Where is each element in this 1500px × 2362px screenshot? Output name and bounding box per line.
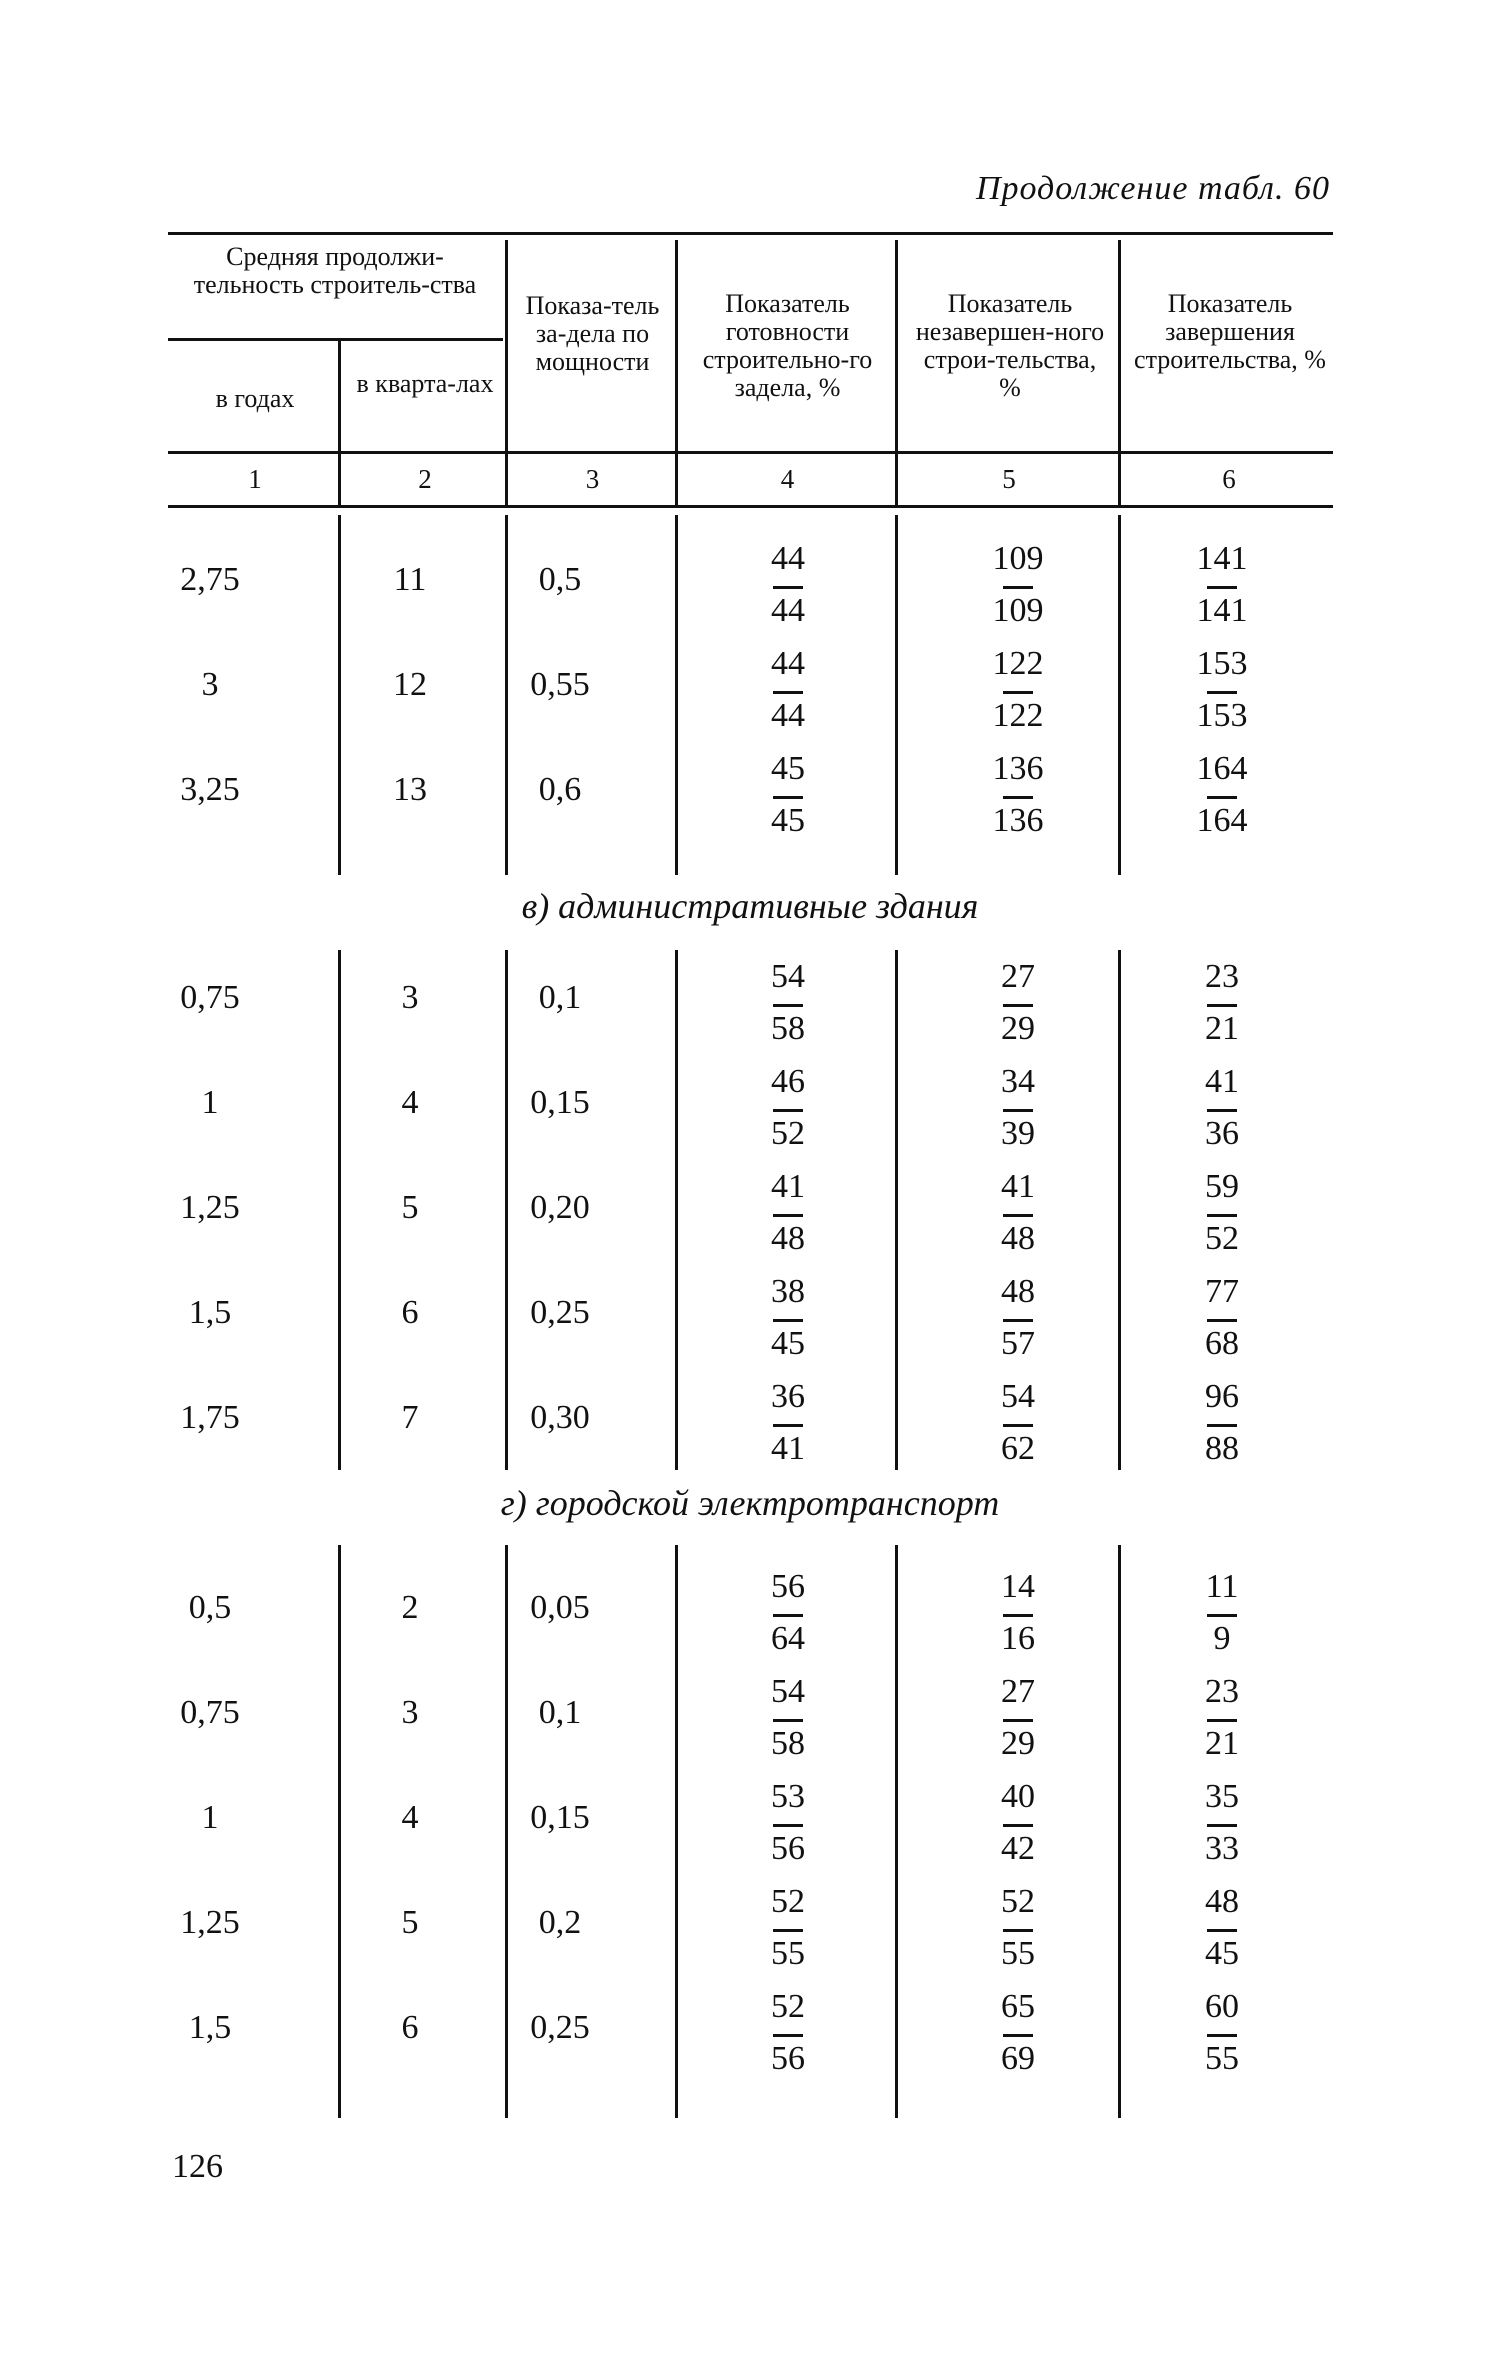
column-divider xyxy=(1118,515,1121,875)
denominator: 55 xyxy=(771,1935,805,1972)
numerator: 54 xyxy=(771,958,805,995)
header-divider xyxy=(338,340,341,505)
fraction-bar xyxy=(1003,2034,1033,2037)
numerator: 38 xyxy=(771,1273,805,1310)
header-group-rule xyxy=(168,338,503,341)
fraction-bar xyxy=(1207,1719,1237,1722)
denominator: 52 xyxy=(1205,1220,1239,1257)
fraction-bar xyxy=(1207,1824,1237,1827)
cell-years: 0,5 xyxy=(188,1589,232,1626)
fraction-bar xyxy=(1207,1424,1237,1427)
fraction-bar xyxy=(1003,1214,1033,1217)
header-top-rule xyxy=(168,232,1333,235)
section-title: в) административные здания xyxy=(521,886,979,926)
numerator: 11 xyxy=(1205,1568,1239,1605)
fraction-bar xyxy=(1003,691,1033,694)
denominator: 44 xyxy=(771,592,805,629)
denominator: 45 xyxy=(771,802,805,839)
numerator: 14 xyxy=(1001,1568,1035,1605)
fraction-bar xyxy=(1207,586,1237,589)
cell-quarters: 3 xyxy=(401,1694,419,1731)
denominator: 44 xyxy=(771,697,805,734)
numerator: 27 xyxy=(1001,958,1035,995)
cell-quarters: 2 xyxy=(401,1589,419,1626)
fraction-bar xyxy=(1003,1319,1033,1322)
column-number: 5 xyxy=(1002,464,1016,494)
numerator: 56 xyxy=(771,1568,805,1605)
cell-years: 0,75 xyxy=(180,979,240,1016)
denominator: 33 xyxy=(1205,1830,1239,1867)
numerator: 96 xyxy=(1205,1378,1239,1415)
denominator: 29 xyxy=(1001,1010,1035,1047)
fraction-bar xyxy=(1003,1004,1033,1007)
numerator: 136 xyxy=(992,750,1044,787)
fraction-bar xyxy=(773,1214,803,1217)
denominator: 88 xyxy=(1205,1430,1239,1467)
fraction-bar xyxy=(1003,1109,1033,1112)
cell-quarters: 11 xyxy=(393,561,427,598)
numerator: 46 xyxy=(771,1063,805,1100)
fraction-bar xyxy=(773,1929,803,1932)
cell-zadel: 0,15 xyxy=(530,1084,590,1121)
fraction-bar xyxy=(1003,1824,1033,1827)
column-divider xyxy=(675,1545,678,2118)
denominator: 64 xyxy=(771,1620,805,1657)
header-readiness: Показатель готовности строительно-го задела, % xyxy=(702,289,873,402)
cell-quarters: 6 xyxy=(401,2009,419,2046)
section-title: г) городской электротранспорт xyxy=(500,1483,1000,1523)
cell-zadel: 0,55 xyxy=(530,666,590,703)
column-divider xyxy=(1118,1545,1121,2118)
numbers-bottom-rule xyxy=(168,505,1333,508)
cell-zadel: 0,5 xyxy=(538,561,582,598)
denominator: 68 xyxy=(1205,1325,1239,1362)
numerator: 34 xyxy=(1001,1063,1035,1100)
column-number: 2 xyxy=(418,464,432,494)
denominator: 56 xyxy=(771,1830,805,1867)
column-number: 1 xyxy=(248,464,262,494)
cell-zadel: 0,25 xyxy=(530,2009,590,2046)
fraction-bar xyxy=(773,1319,803,1322)
denominator: 109 xyxy=(992,592,1044,629)
fraction-bar xyxy=(1003,1614,1033,1617)
fraction-bar xyxy=(773,1109,803,1112)
cell-years: 1,5 xyxy=(188,1294,232,1331)
denominator: 136 xyxy=(992,802,1044,839)
denominator: 52 xyxy=(771,1115,805,1152)
numerator: 48 xyxy=(1001,1273,1035,1310)
fraction-bar xyxy=(1207,1614,1237,1617)
numerator: 23 xyxy=(1205,958,1239,995)
cell-quarters: 3 xyxy=(401,979,419,1016)
header-divider xyxy=(895,240,898,505)
numerator: 44 xyxy=(771,645,805,682)
denominator: 153 xyxy=(1196,697,1248,734)
fraction-bar xyxy=(1003,586,1033,589)
fraction-bar xyxy=(773,1424,803,1427)
numerator: 77 xyxy=(1205,1273,1239,1310)
cell-zadel: 0,2 xyxy=(538,1904,582,1941)
denominator: 45 xyxy=(1205,1935,1239,1972)
fraction-bar xyxy=(773,1824,803,1827)
numerator: 45 xyxy=(771,750,805,787)
fraction-bar xyxy=(1003,1929,1033,1932)
column-divider xyxy=(895,950,898,1470)
cell-years: 0,75 xyxy=(180,1694,240,1731)
numerator: 109 xyxy=(992,540,1044,577)
cell-years: 1,5 xyxy=(188,2009,232,2046)
fraction-bar xyxy=(773,1614,803,1617)
column-divider xyxy=(338,950,341,1470)
denominator: 16 xyxy=(1001,1620,1035,1657)
cell-years: 3,25 xyxy=(180,771,240,808)
denominator: 9 xyxy=(1213,1620,1231,1657)
denominator: 21 xyxy=(1205,1010,1239,1047)
column-divider xyxy=(505,1545,508,2118)
denominator: 69 xyxy=(1001,2040,1035,2077)
cell-quarters: 13 xyxy=(393,771,427,808)
denominator: 122 xyxy=(992,697,1044,734)
fraction-bar xyxy=(1003,796,1033,799)
numerator: 54 xyxy=(771,1673,805,1710)
denominator: 56 xyxy=(771,2040,805,2077)
cell-quarters: 7 xyxy=(401,1399,419,1436)
denominator: 42 xyxy=(1001,1830,1035,1867)
fraction-bar xyxy=(1207,2034,1237,2037)
cell-years: 3 xyxy=(201,666,219,703)
numerator: 41 xyxy=(1205,1063,1239,1100)
denominator: 62 xyxy=(1001,1430,1035,1467)
numerator: 122 xyxy=(992,645,1044,682)
header-quarters: в кварта-лах xyxy=(356,369,494,398)
numerator: 41 xyxy=(771,1168,805,1205)
fraction-bar xyxy=(773,691,803,694)
cell-quarters: 5 xyxy=(401,1904,419,1941)
column-divider xyxy=(505,950,508,1470)
header-years: в годах xyxy=(215,384,295,413)
fraction-bar xyxy=(773,2034,803,2037)
header-unfinished: Показатель незавершен-ного строи-тельства, % xyxy=(915,289,1105,402)
denominator: 45 xyxy=(771,1325,805,1362)
numerator: 53 xyxy=(771,1778,805,1815)
numerator: 48 xyxy=(1205,1883,1239,1920)
numerator: 59 xyxy=(1205,1168,1239,1205)
cell-quarters: 4 xyxy=(401,1084,419,1121)
numerator: 41 xyxy=(1001,1168,1035,1205)
header-divider xyxy=(675,240,678,505)
denominator: 141 xyxy=(1196,592,1248,629)
cell-years: 1,75 xyxy=(180,1399,240,1436)
denominator: 48 xyxy=(771,1220,805,1257)
fraction-bar xyxy=(1207,1109,1237,1112)
column-divider xyxy=(338,1545,341,2118)
numerator: 52 xyxy=(1001,1883,1035,1920)
fraction-bar xyxy=(1003,1719,1033,1722)
fraction-bar xyxy=(1003,1424,1033,1427)
cell-years: 1,25 xyxy=(180,1189,240,1226)
fraction-bar xyxy=(773,1719,803,1722)
cell-zadel: 0,1 xyxy=(538,979,582,1016)
denominator: 48 xyxy=(1001,1220,1035,1257)
column-number: 6 xyxy=(1222,464,1236,494)
cell-zadel: 0,1 xyxy=(538,1694,582,1731)
header-zadel: Показа-тель за-дела по мощности xyxy=(525,291,660,376)
fraction-bar xyxy=(1207,1319,1237,1322)
fraction-bar xyxy=(773,586,803,589)
cell-years: 1 xyxy=(201,1799,219,1836)
cell-years: 1,25 xyxy=(180,1904,240,1941)
cell-quarters: 5 xyxy=(401,1189,419,1226)
numerator: 35 xyxy=(1205,1778,1239,1815)
column-divider xyxy=(675,515,678,875)
cell-quarters: 6 xyxy=(401,1294,419,1331)
fraction-bar xyxy=(773,1004,803,1007)
column-divider xyxy=(675,950,678,1470)
numerator: 164 xyxy=(1196,750,1248,787)
numerator: 36 xyxy=(771,1378,805,1415)
denominator: 21 xyxy=(1205,1725,1239,1762)
cell-zadel: 0,05 xyxy=(530,1589,590,1626)
fraction-bar xyxy=(1207,796,1237,799)
numerator: 27 xyxy=(1001,1673,1035,1710)
header-divider xyxy=(505,240,508,505)
fraction-bar xyxy=(1207,1004,1237,1007)
numerator: 40 xyxy=(1001,1778,1035,1815)
table-caption: Продолжение табл. 60 xyxy=(975,170,1330,207)
cell-zadel: 0,30 xyxy=(530,1399,590,1436)
column-divider xyxy=(1118,950,1121,1470)
numerator: 52 xyxy=(771,1883,805,1920)
fraction-bar xyxy=(1207,691,1237,694)
numerator: 65 xyxy=(1001,1988,1035,2025)
denominator: 55 xyxy=(1001,1935,1035,1972)
header-duration-group: Средняя продолжи-тельность строитель-ства xyxy=(193,242,477,299)
header-bottom-rule xyxy=(168,451,1333,454)
header-divider xyxy=(1118,240,1121,505)
column-divider xyxy=(895,515,898,875)
denominator: 39 xyxy=(1001,1115,1035,1152)
numerator: 52 xyxy=(771,1988,805,2025)
cell-zadel: 0,6 xyxy=(538,771,582,808)
numerator: 54 xyxy=(1001,1378,1035,1415)
page-number: 126 xyxy=(172,2148,223,2185)
column-number: 3 xyxy=(585,464,600,494)
numerator: 44 xyxy=(771,540,805,577)
denominator: 55 xyxy=(1205,2040,1239,2077)
cell-quarters: 4 xyxy=(401,1799,419,1836)
numerator: 23 xyxy=(1205,1673,1239,1710)
column-divider xyxy=(338,515,341,875)
denominator: 36 xyxy=(1205,1115,1239,1152)
header-completion: Показатель завершения строительства, % xyxy=(1134,289,1326,374)
cell-zadel: 0,20 xyxy=(530,1189,590,1226)
denominator: 57 xyxy=(1001,1325,1035,1362)
fraction-bar xyxy=(1207,1214,1237,1217)
cell-years: 1 xyxy=(201,1084,219,1121)
fraction-bar xyxy=(773,796,803,799)
cell-years: 2,75 xyxy=(180,561,240,598)
fraction-bar xyxy=(1207,1929,1237,1932)
denominator: 58 xyxy=(771,1010,805,1047)
cell-zadel: 0,25 xyxy=(530,1294,590,1331)
column-divider xyxy=(895,1545,898,2118)
numerator: 153 xyxy=(1196,645,1248,682)
cell-quarters: 12 xyxy=(393,666,427,703)
denominator: 58 xyxy=(771,1725,805,1762)
denominator: 41 xyxy=(771,1430,805,1467)
numerator: 60 xyxy=(1205,1988,1239,2025)
column-divider xyxy=(505,515,508,875)
column-number: 4 xyxy=(780,464,795,494)
cell-zadel: 0,15 xyxy=(530,1799,590,1836)
denominator: 29 xyxy=(1001,1725,1035,1762)
denominator: 164 xyxy=(1196,802,1248,839)
numerator: 141 xyxy=(1196,540,1248,577)
